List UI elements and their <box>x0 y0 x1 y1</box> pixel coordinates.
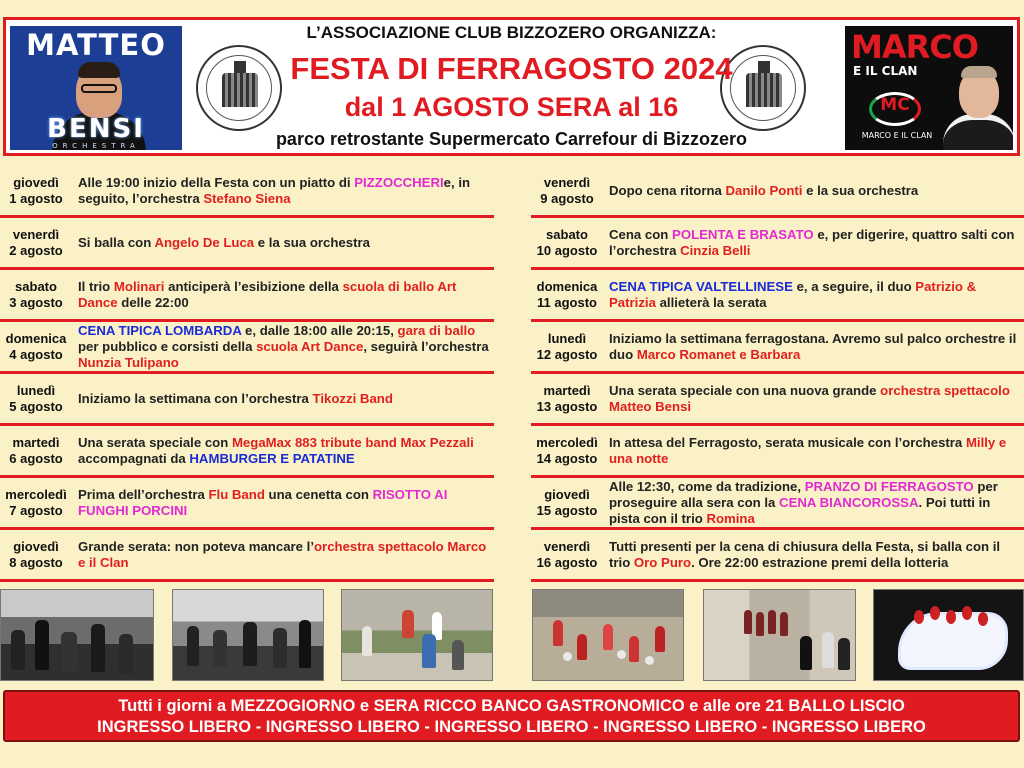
program-row <box>0 166 494 218</box>
photo-figure-shape <box>577 634 587 660</box>
program-left-column <box>0 166 494 582</box>
photo-figure-shape <box>553 620 563 646</box>
photo-figure-shape <box>655 626 665 652</box>
program-description <box>609 322 1021 371</box>
description-text: Iniziamo la settimana con l’orchestra <box>78 390 313 406</box>
date-label: 10 agosto <box>536 242 598 258</box>
program-row <box>531 478 1024 530</box>
description-text: e la sua orchestra <box>802 182 919 198</box>
footer-line-1: Tutti i giorni a MEZZOGIORNO e SERA RICCO BANCO GASTRONOMICO e alle ore 21 BALLO LISCIO <box>118 697 905 715</box>
event-dates: dal 1 AGOSTO SERA al 16 <box>344 92 679 122</box>
program-row <box>531 426 1024 478</box>
photo-figure-shape <box>243 622 257 666</box>
date-label: 11 agosto <box>537 294 597 310</box>
promo-left-name-bottom: BENSI <box>47 114 145 144</box>
program-description <box>78 478 490 527</box>
highlight-text: Angelo De Luca <box>154 234 255 250</box>
date-label: 7 agosto <box>9 502 63 518</box>
program-row <box>531 530 1024 582</box>
program-day <box>0 218 72 267</box>
weekday-label: venerdì <box>543 538 591 554</box>
date-label: 16 agosto <box>536 554 598 570</box>
program-day <box>531 478 603 527</box>
description-text: e la sua orchestra <box>254 234 370 250</box>
program-row <box>0 218 494 270</box>
date-label: 15 agosto <box>536 502 598 518</box>
highlight-text: Stefano Siena <box>203 190 291 206</box>
description-text: per pubblico e corsisti della <box>78 338 257 354</box>
weekday-label: giovedì <box>13 538 59 554</box>
photo-majorettes-parade <box>532 589 684 681</box>
date-label: 4 agosto <box>9 346 63 362</box>
description-text: accompagnati da <box>78 450 190 466</box>
program-row <box>0 530 494 582</box>
description-text: Si balla con <box>78 234 155 250</box>
event-location: parco retrostante Supermercato Carrefour di Bizzozero <box>275 129 748 149</box>
program-description <box>78 426 490 475</box>
date-label: 12 agosto <box>536 346 598 362</box>
program-day <box>531 426 603 475</box>
program-day <box>531 166 603 215</box>
program-description <box>78 218 490 267</box>
weekday-label: mercoledì <box>536 434 598 450</box>
photo-figure-shape <box>452 640 464 670</box>
description-text: Una serata speciale con <box>78 434 232 450</box>
photo-figure-shape <box>422 634 436 668</box>
program-row <box>531 270 1024 322</box>
archive-photo-dance-show <box>341 589 493 681</box>
photo-figure-shape <box>299 620 311 668</box>
highlight-text: Tikozzi Band <box>312 390 393 406</box>
weekday-label: giovedì <box>544 486 590 502</box>
program-description <box>609 478 1021 527</box>
description-text: e, per digerire, quattro salti con l’orchestra <box>609 226 1015 258</box>
date-label: 1 agosto <box>9 190 63 206</box>
weekday-label: sabato <box>546 226 588 242</box>
description-text: e, dalle 18:00 alle 20:15, <box>241 322 398 338</box>
description-text: Alle 12:30, come da tradizione, <box>609 478 805 494</box>
highlight-text: scuola di ballo Art Dance <box>78 278 457 310</box>
photo-figure-shape <box>914 610 924 624</box>
highlight-text: PRANZO DI FERRAGOSTO <box>804 478 974 494</box>
archive-photo-crowd <box>0 589 154 681</box>
date-label: 2 agosto <box>9 242 63 258</box>
program-row <box>0 478 494 530</box>
photo-street-parade <box>703 589 856 681</box>
highlight-text: scuola Art Dance <box>256 338 364 354</box>
highlight-text: Molinari <box>113 278 165 294</box>
photo-figure-shape <box>402 610 414 638</box>
footer-banner <box>3 690 1020 742</box>
description-text: anticiperà l’esibizione della <box>164 278 343 294</box>
weekday-label: venerdì <box>12 226 60 242</box>
photo-figure-shape <box>930 606 940 620</box>
photo-figure-shape <box>800 636 812 670</box>
date-label: 13 agosto <box>536 398 598 414</box>
program-description <box>609 270 1021 319</box>
photo-figure-shape <box>35 620 49 670</box>
program-description <box>609 374 1021 423</box>
program-description <box>609 426 1021 475</box>
program-day <box>0 374 72 423</box>
photo-figure-shape <box>119 634 133 674</box>
weekday-label: lunedì <box>16 382 56 398</box>
weekday-label: mercoledì <box>5 486 67 502</box>
highlight-text: HAMBURGER E PATATINE <box>189 450 355 466</box>
program-description <box>78 374 490 423</box>
photo-figure-shape <box>91 624 105 672</box>
weekday-label: domenica <box>536 278 598 294</box>
photo-figure-shape <box>645 656 654 665</box>
highlight-text: Oro Puro <box>633 554 692 570</box>
program-row <box>0 374 494 426</box>
description-text: allieterà la serata <box>655 294 767 310</box>
highlight-text: Danilo Ponti <box>725 182 803 198</box>
mc-logo-text: MC <box>880 95 910 115</box>
date-label: 9 agosto <box>540 190 594 206</box>
organizer-line: L’ASSOCIAZIONE CLUB BIZZOZERO ORGANIZZA: <box>306 23 717 42</box>
description-text: . Ore 22:00 estrazione premi della lotteria <box>691 554 949 570</box>
promo-right-name-top: MARCO <box>851 28 978 66</box>
program-right-column <box>531 166 1024 582</box>
program-row <box>0 426 494 478</box>
date-label: 3 agosto <box>9 294 63 310</box>
program-description <box>78 166 490 215</box>
program-day <box>531 530 603 579</box>
highlight-text: Romina <box>706 510 755 526</box>
photo-figure-shape <box>962 606 972 620</box>
highlight-text: Nunzia Tulipano <box>78 354 179 370</box>
singer-suit-shape <box>943 114 1013 150</box>
date-label: 6 agosto <box>9 450 63 466</box>
program-row <box>0 270 494 322</box>
highlight-text: orchestra spettacolo Matteo Bensi <box>609 382 1010 414</box>
program-description <box>78 530 490 579</box>
description-text: una cenetta con <box>264 486 373 502</box>
description-text: , seguirà l’orchestra <box>363 338 489 354</box>
photo-figure-shape <box>629 636 639 662</box>
highlight-text: Marco Romanet e Barbara <box>636 346 801 362</box>
program-description <box>78 322 490 371</box>
description-text: delle 22:00 <box>117 294 189 310</box>
program-day <box>531 374 603 423</box>
highlight-text: Cinzia Belli <box>680 242 751 258</box>
program-day <box>531 270 603 319</box>
description-text: Prima dell’orchestra <box>78 486 209 502</box>
description-text: Il trio <box>78 278 114 294</box>
photo-figure-shape <box>756 612 764 636</box>
highlight-text: CENA TIPICA LOMBARDA <box>78 322 242 338</box>
description-text: In attesa del Ferragosto, serata musicale con l’orchestra <box>609 434 966 450</box>
marco-e-il-clan-promo <box>845 26 1013 150</box>
weekday-label: venerdì <box>543 174 591 190</box>
description-text: . Poi tutti in pista con il trio <box>609 494 991 526</box>
photo-figure-shape <box>838 638 850 670</box>
photo-figure-shape <box>822 632 834 668</box>
highlight-text: CENA TIPICA VALTELLINESE <box>609 278 793 294</box>
program-row <box>0 322 494 374</box>
program-day <box>0 270 72 319</box>
highlight-text: gara di ballo <box>397 322 476 338</box>
program-day <box>531 218 603 267</box>
poster-header <box>3 17 1020 156</box>
program-day <box>0 166 72 215</box>
photo-figure-shape <box>744 610 752 634</box>
program-row <box>531 322 1024 374</box>
description-text: Una serata speciale con una nuova grande <box>609 382 881 398</box>
weekday-label: martedì <box>543 382 591 398</box>
date-label: 14 agosto <box>536 450 598 466</box>
program-day <box>0 478 72 527</box>
description-text: e, in seguito, l’orchestra <box>78 174 471 206</box>
photo-figure-shape <box>978 612 988 626</box>
event-title: FESTA DI FERRAGOSTO 2024 <box>290 51 733 86</box>
photo-figure-shape <box>273 628 287 668</box>
highlight-text: PIZZOCCHERI <box>354 174 444 190</box>
highlight-text: orchestra spettacolo Marco e il Clan <box>78 538 487 570</box>
highlight-text: Patrizio & Patrizia <box>609 278 977 310</box>
program-description <box>609 218 1021 267</box>
program-day <box>0 530 72 579</box>
promo-right-name-sub: E IL CLAN <box>853 64 918 78</box>
program-description <box>609 166 1021 215</box>
program-day <box>0 322 72 371</box>
photo-figure-shape <box>768 610 776 634</box>
archive-photo-dinner <box>172 589 324 681</box>
photo-figure-shape <box>603 624 613 650</box>
program-row <box>531 218 1024 270</box>
weekday-label: lunedì <box>547 330 587 346</box>
program-description <box>609 530 1021 579</box>
promo-right-caption: MARCO E IL CLAN <box>861 131 933 140</box>
highlight-text: MegaMax 883 tribute band Max Pezzali <box>231 434 474 450</box>
program-day <box>531 322 603 371</box>
weekday-label: domenica <box>5 330 67 346</box>
highlight-text: Flu Band <box>208 486 265 502</box>
photo-figure-shape <box>946 610 956 624</box>
description-text: Iniziamo la settimana ferragostana. Avremo sul palco orchestre il duo <box>609 330 1017 362</box>
weekday-label: martedì <box>12 434 60 450</box>
program-row <box>531 166 1024 218</box>
photo-figure-shape <box>187 626 199 666</box>
highlight-text: POLENTA E BRASATO <box>672 226 814 242</box>
weekday-label: giovedì <box>13 174 59 190</box>
description-text: Grande serata: non poteva mancare l’ <box>78 538 314 554</box>
photo-figure-shape <box>780 612 788 636</box>
promo-left-name-top: MATTEO <box>26 28 166 62</box>
highlight-text: RISOTTO AI FUNGHI PORCINI <box>78 486 448 518</box>
photo-figure-shape <box>617 650 626 659</box>
promo-left-caption: ORCHESTRA <box>52 142 140 150</box>
footer-line-2: INGRESSO LIBERO - INGRESSO LIBERO - INGRESSO LIBERO - INGRESSO LIBERO - INGRESSO LIBERO <box>97 718 926 736</box>
date-label: 8 agosto <box>9 554 63 570</box>
description-text: Alle 19:00 inizio della Festa con un piatto di <box>78 174 355 190</box>
program-description <box>78 270 490 319</box>
photo-figure-shape <box>563 652 572 661</box>
program-day <box>0 426 72 475</box>
description-text: per proseguire alla sera con la <box>609 478 998 510</box>
photo-figure-shape <box>213 630 227 666</box>
photo-figure-shape <box>11 630 25 670</box>
description-text: Dopo cena ritorna <box>609 182 726 198</box>
description-text: Tutti presenti per la cena di chiusura della Festa, si balla con il trio <box>609 538 1001 570</box>
photo-figure-shape <box>362 626 372 656</box>
highlight-text: Milly e una notte <box>609 434 1007 466</box>
singer-hair-shape <box>961 66 997 78</box>
photo-figure-shape <box>61 632 77 672</box>
photo-christmas-sleigh <box>873 589 1024 681</box>
description-text: Cena con <box>609 226 673 242</box>
weekday-label: sabato <box>15 278 57 294</box>
program-row <box>531 374 1024 426</box>
date-label: 5 agosto <box>9 398 63 414</box>
highlight-text: CENA BIANCOROSSA <box>779 494 919 510</box>
description-text: e, a seguire, il duo <box>792 278 916 294</box>
